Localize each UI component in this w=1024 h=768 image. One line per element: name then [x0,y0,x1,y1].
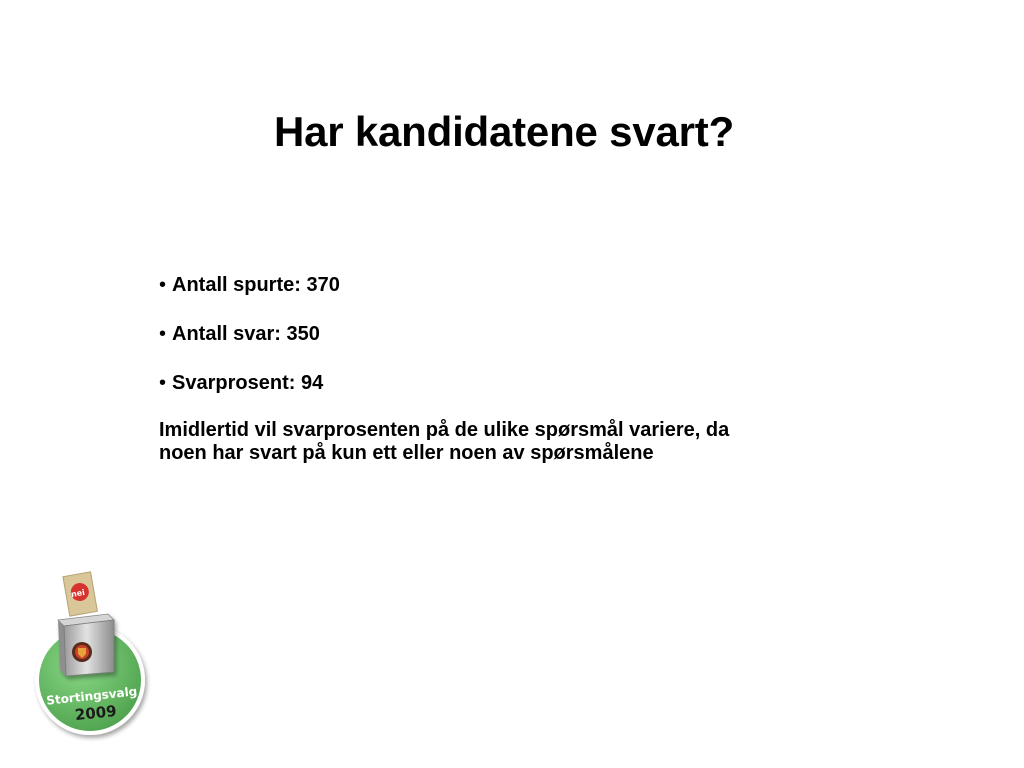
bullet-text: Antall spurte: 370 [172,274,340,296]
note-line: noen har svart på kun ett eller noen av spørsmålene [159,442,654,464]
ballot-label: nei [70,587,86,600]
note-paragraph [159,419,839,465]
bullet-marker: • [159,323,167,345]
slide-body [159,273,839,465]
logo-caption-line2: 2009 [73,701,118,725]
ballot-box-logo-icon [22,568,162,748]
bullet-text: Svarprosent: 94 [172,372,324,394]
bullet-item [159,322,839,346]
bullet-text: Antall svar: 350 [172,323,320,345]
logo-caption-line1: Stortingsvalg [45,684,138,708]
bullet-marker: • [159,372,167,394]
note-line: Imidlertid vil svarprosenten på de ulike spørsmål variere, da [159,419,730,441]
slide-title: Har kandidatene svart? [273,108,735,155]
bullet-marker: • [159,274,167,296]
bullet-item [159,273,839,297]
bullet-item [159,371,839,395]
